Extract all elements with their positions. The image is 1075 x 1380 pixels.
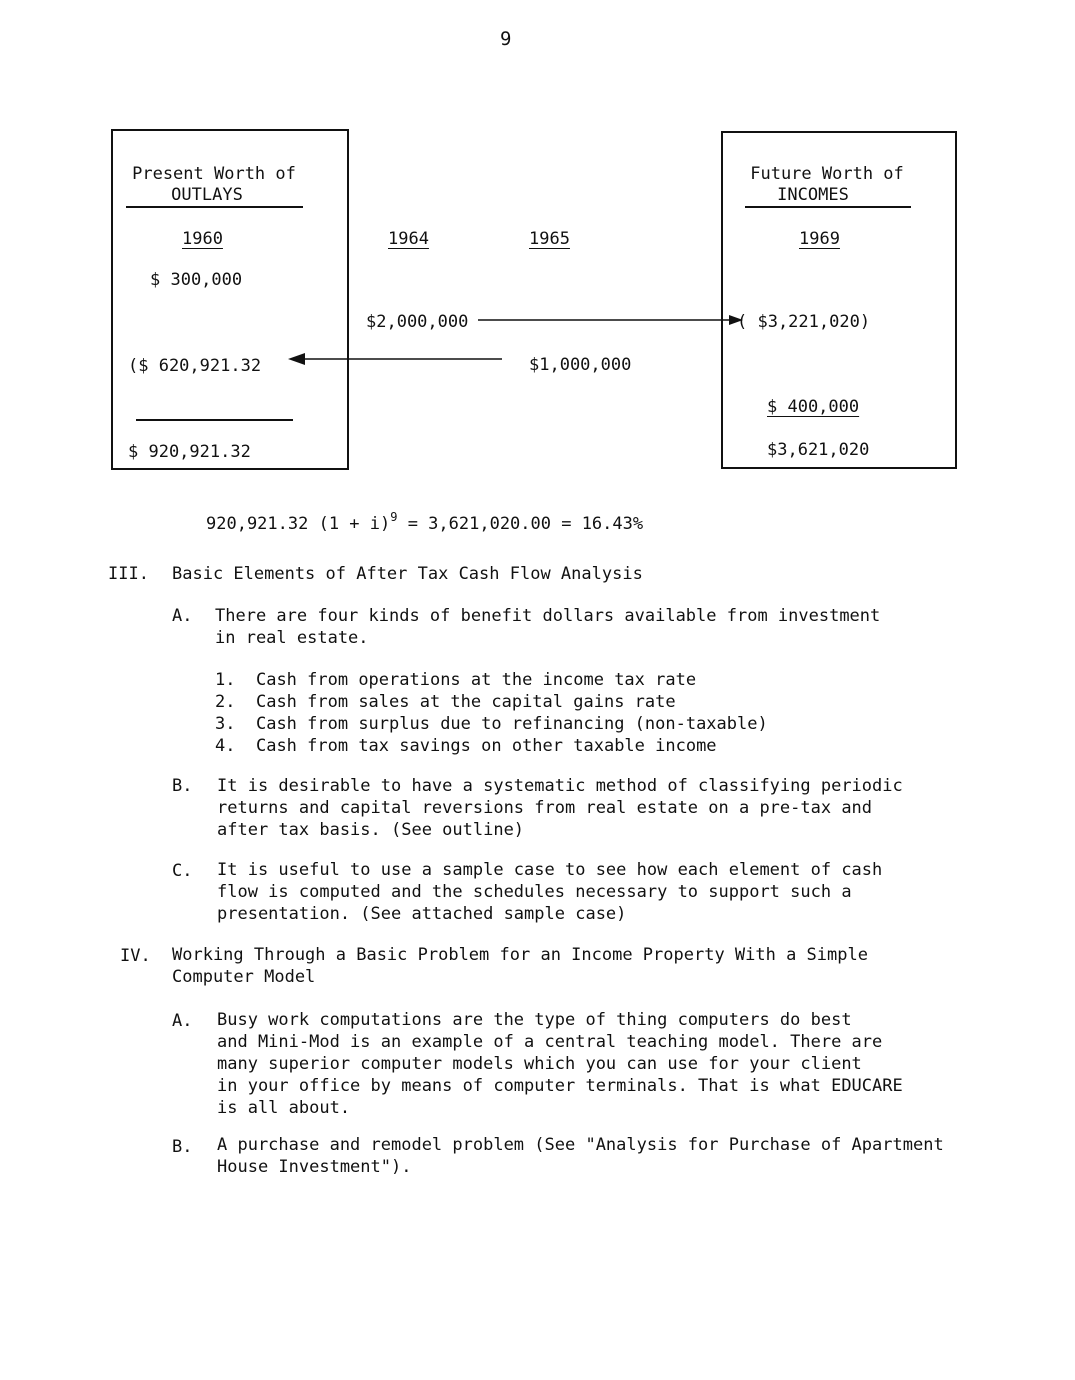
section-iv-a-text bbox=[217, 1009, 903, 1119]
middle-amount-a: $2,000,000 bbox=[366, 312, 469, 332]
section-iii-c-letter: C. bbox=[172, 861, 193, 881]
text-line: many superior computer models which you can use for your client bbox=[217, 1054, 862, 1074]
formula-left: 920,921.32 (1 + i) bbox=[206, 514, 391, 534]
left-box-amount-discounted: ($ 620,921.32 bbox=[128, 356, 262, 376]
text-line: after tax basis. (See outline) bbox=[217, 820, 525, 840]
right-box-header-line2: INCOMES bbox=[777, 185, 849, 205]
list-item: 4. Cash from tax savings on other taxable income bbox=[215, 736, 717, 756]
text-line: flow is computed and the schedules necessary to support such a bbox=[217, 882, 852, 902]
list-item: 3. Cash from surplus due to refinancing (non-taxable) bbox=[215, 714, 768, 734]
section-iii-title: Basic Elements of After Tax Cash Flow Analysis bbox=[172, 564, 643, 584]
section-iii-a-text bbox=[215, 605, 880, 649]
left-box-amount-initial: $ 300,000 bbox=[150, 270, 243, 290]
text-line: House Investment"). bbox=[217, 1157, 412, 1177]
text-line: A purchase and remodel problem (See "Analysis for Purchase of Apartment bbox=[217, 1135, 944, 1155]
section-iv-b-text bbox=[217, 1134, 944, 1178]
section-iv-title bbox=[172, 944, 868, 988]
right-box-amount-add: $ 400,000 bbox=[767, 397, 860, 417]
text-line: in real estate. bbox=[215, 628, 369, 648]
text-line: There are four kinds of benefit dollars available from investment bbox=[215, 606, 881, 626]
middle-amount-b: $1,000,000 bbox=[529, 355, 632, 375]
list-item: 2. Cash from sales at the capital gains rate bbox=[215, 692, 676, 712]
left-box-header-line2: OUTLAYS bbox=[171, 185, 243, 205]
list-item: 1. Cash from operations at the income tax rate bbox=[215, 670, 697, 690]
page-number: 9 bbox=[500, 28, 512, 50]
text-line: It is desirable to have a systematic method of classifying periodic bbox=[217, 776, 903, 796]
section-iv-numeral: IV. bbox=[120, 946, 151, 966]
text-line: presentation. (See attached sample case) bbox=[217, 904, 627, 924]
text-line: It is useful to use a sample case to see how each element of cash bbox=[217, 860, 883, 880]
text-line: Working Through a Basic Problem for an Income Property With a Simple bbox=[172, 945, 868, 965]
text-line: is all about. bbox=[217, 1098, 351, 1118]
middle-year-b: 1965 bbox=[529, 229, 570, 249]
section-iii-b-text bbox=[217, 775, 903, 841]
left-box-total: $ 920,921.32 bbox=[128, 442, 251, 462]
right-box-year: 1969 bbox=[799, 229, 840, 249]
section-iii-b-letter: B. bbox=[172, 776, 193, 796]
formula-exponent: 9 bbox=[390, 510, 398, 524]
section-iii-numeral: III. bbox=[108, 564, 149, 584]
formula-right: = 3,621,020.00 = 16.43% bbox=[397, 514, 644, 534]
left-box-year: 1960 bbox=[182, 229, 223, 249]
text-line: Computer Model bbox=[172, 967, 316, 987]
right-box-header-rule bbox=[745, 206, 911, 208]
section-iv-a-letter: A. bbox=[172, 1011, 193, 1031]
text-line: in your office by means of computer terminals. That is what EDUCARE bbox=[217, 1076, 903, 1096]
right-box-amount-compounded: ( $3,221,020) bbox=[737, 312, 871, 332]
arrow-to-future bbox=[478, 315, 743, 325]
arrow-to-present bbox=[288, 353, 502, 365]
section-iii-c-text bbox=[217, 859, 882, 925]
middle-year-a: 1964 bbox=[388, 229, 429, 249]
right-box-total: $3,621,020 bbox=[767, 440, 870, 460]
section-iii-a-letter: A. bbox=[172, 606, 193, 626]
text-line: and Mini-Mod is an example of a central teaching model. There are bbox=[217, 1032, 883, 1052]
benefit-list bbox=[215, 669, 768, 757]
left-box-header-line1: Present Worth of bbox=[132, 164, 296, 184]
text-line: Busy work computations are the type of thing computers do best bbox=[217, 1010, 852, 1030]
text-line: returns and capital reversions from real estate on a pre-tax and bbox=[217, 798, 873, 818]
irr-formula bbox=[206, 510, 644, 534]
section-iv-b-letter: B. bbox=[172, 1137, 193, 1157]
right-box-header-line1: Future Worth of bbox=[750, 164, 904, 184]
